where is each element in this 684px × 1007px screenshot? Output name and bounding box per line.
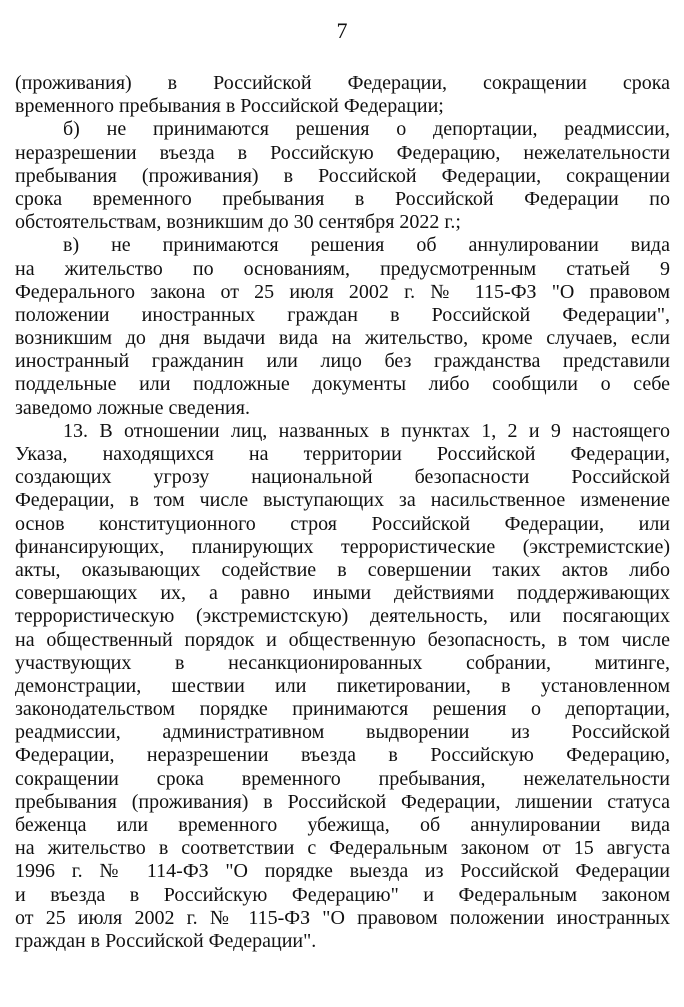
text-line: поддельные или подложные документы либо сообщили о себе (15, 373, 670, 396)
text-line: неразрешении въезда в Российскую Федерацию, нежелательности (15, 141, 670, 164)
text-line: террористическую (экстремистскую) деятельность, или посягающих (15, 605, 670, 628)
text-line: совершающих их, а равно иными действиями поддерживающих (15, 582, 670, 605)
text-line: Указа, находящихся на территории Российской Федерации, (15, 443, 670, 465)
text-line: срока временного пребывания в Российской Федерации по (15, 187, 670, 210)
text-line: участвующих в несанкционированных собрании, митинге, (15, 651, 670, 674)
text-line: положении иностранных граждан в Российской Федерации", (15, 303, 670, 326)
text-line: на жительство по основаниям, предусмотренным статьей 9 (15, 257, 670, 280)
document-body (15, 72, 670, 953)
text-line: сокращении срока временного пребывания, нежелательности (15, 767, 670, 790)
paragraph-continuation (15, 72, 670, 118)
text-line: законодательством порядке принимаются решения о депортации, (15, 698, 670, 721)
text-line: иностранный гражданин или лицо без гражданства представили (15, 350, 670, 373)
text-line: Федерации, неразрешении въезда в Российскую Федерацию, (15, 744, 670, 767)
text-line: на общественный порядок и общественную безопасность, в том числе (15, 628, 670, 651)
text-line: Федерации, в том числе выступающих за насильственное изменение (15, 489, 670, 512)
text-line: временного пребывания в Российской Федерации; (15, 95, 444, 118)
text-line: возникшим до дня выдачи вида на жительство, кроме случаев, если (15, 327, 670, 350)
text-line: заведомо ложные сведения. (15, 396, 250, 419)
text-line: создающих угрозу национальной безопасности Российской (15, 466, 670, 489)
text-line: беженца или временного убежища, об аннулировании вида (15, 814, 670, 836)
text-line: реадмиссии, административном выдворении из Российской (15, 721, 670, 744)
text-line: пребывания (проживания) в Российской Федерации, лишении статуса (15, 790, 670, 813)
text-line: обстоятельствам, возникшим до 30 сентября 2022 г.; (15, 211, 461, 234)
text-line: 1996 г. № 114-ФЗ "О порядке выезда из Российской Федерации (15, 860, 670, 883)
text-line: на жительство в соответствии с Федеральным законом от 15 августа (15, 837, 670, 860)
page-number: 7 (336, 18, 348, 43)
text-line: финансирующих, планирующих террористические (экстремистские) (15, 535, 670, 558)
text-line: основ конституционного строя Российской Федерации, или (15, 512, 670, 535)
text-line: пребывания (проживания) в Российской Федерации, сокращении (15, 164, 670, 187)
paragraph-item-13 (15, 420, 670, 953)
text-line: (проживания) в Российской Федерации, сокращении срока (15, 72, 670, 94)
text-line: 13. В отношении лиц, названных в пунктах 1, 2 и 9 настоящего (63, 419, 670, 442)
paragraph-item-b (15, 118, 670, 234)
text-line: и въезда в Российскую Федерацию" и Федеральным законом (15, 883, 670, 906)
text-line: в) не принимаются решения об аннулировании вида (63, 234, 670, 257)
paragraph-item-v (15, 234, 670, 420)
text-line: демонстрации, шествии или пикетировании, в установленном (15, 674, 670, 697)
text-line: от 25 июля 2002 г. № 115-ФЗ "О правовом положении иностранных (15, 906, 670, 929)
text-line: б) не принимаются решения о депортации, реадмиссии, (63, 118, 670, 141)
text-line: акты, оказывающих содействие в совершении таких актов либо (15, 558, 670, 581)
text-line: граждан в Российской Федерации". (15, 929, 317, 952)
text-line: Федерального закона от 25 июля 2002 г. № 115-ФЗ "О правовом (15, 280, 670, 303)
